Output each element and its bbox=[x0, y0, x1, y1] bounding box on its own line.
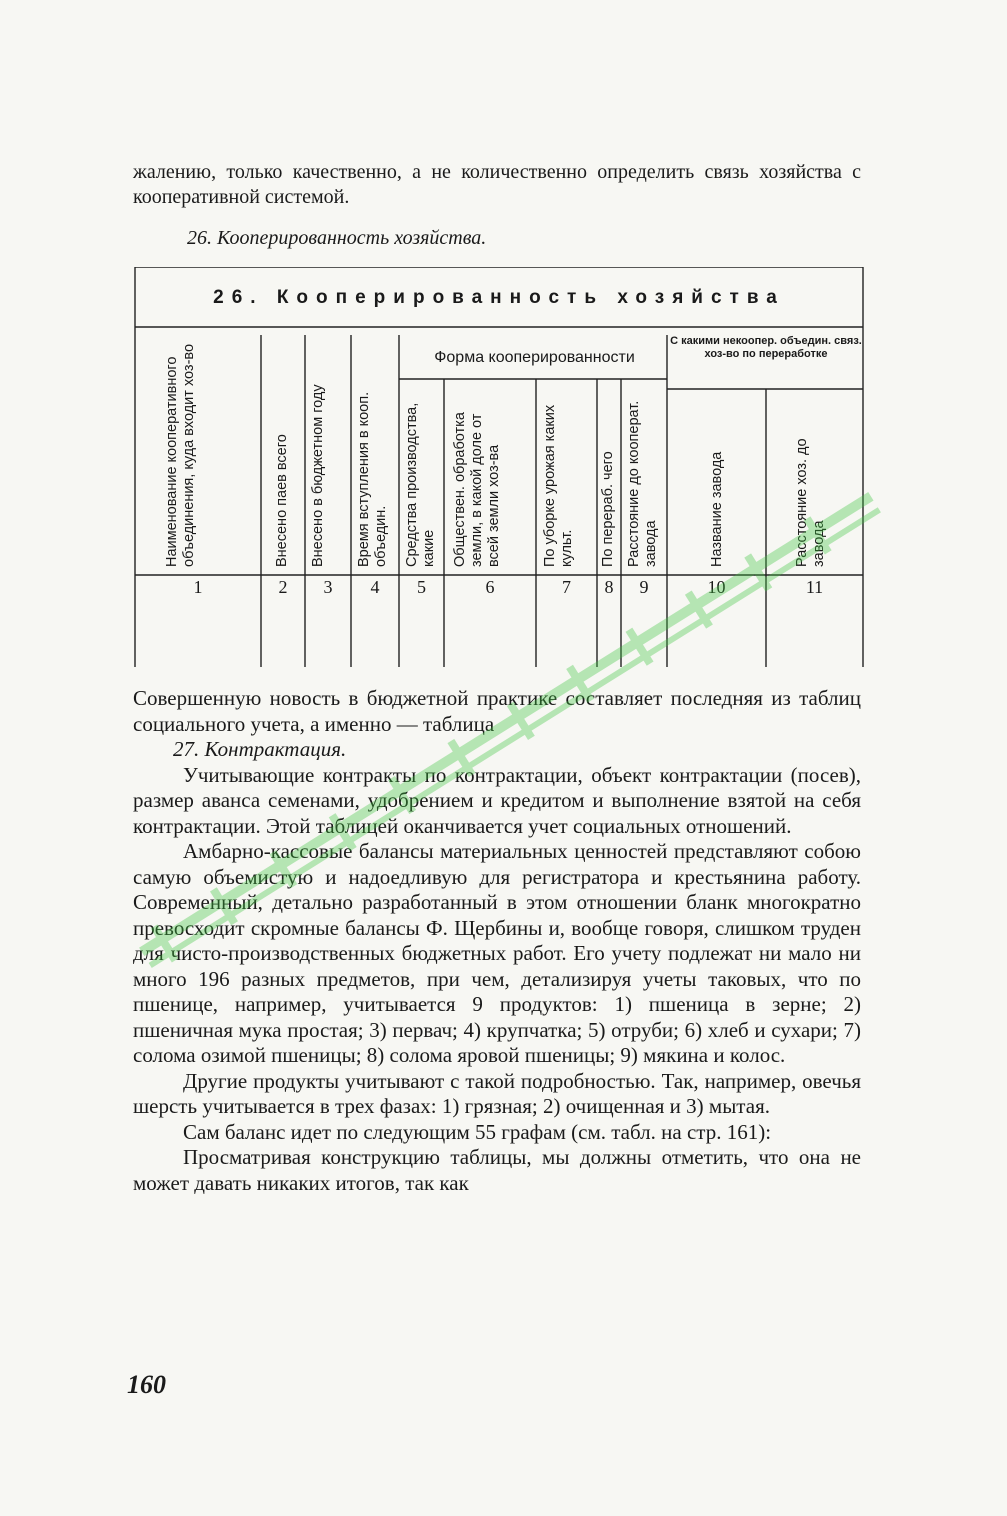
paragraph-2-heading: 27. Контрактация. bbox=[173, 737, 347, 761]
paragraph-6: Сам баланс идет по следующим 55 графам (см. табл. на стр. 161): bbox=[183, 1119, 772, 1144]
header-col-6: Обществен. обработка земли, в какой доле от всей земли хоз-ва bbox=[452, 412, 502, 567]
paragraph-3: Учитывающие контракты по контрактации, объект контрактации (посев), размер аванса семенами, удобрением и кредитом и выполнение взятой на себя контрактации. Этой таблицей оканчивается учет социальных отношений. bbox=[133, 762, 861, 838]
header-col-4: Время вступления в кооп. объедин. bbox=[356, 391, 389, 567]
paragraph-1: Совершенную новость в бюджетной практике составляет последняя из таблиц социального учета, а именно — таблица bbox=[133, 686, 861, 736]
col-number-2: 2 bbox=[278, 577, 288, 597]
group-plants-header: С какими некоопер. объедин. связ. хоз-во по переработке bbox=[670, 335, 862, 360]
header-col-7: По уборке урожая каких культ. bbox=[542, 404, 575, 567]
col-number-5: 5 bbox=[417, 577, 426, 597]
top-paragraph: жалению, только качественно, а не количественно определить связь хозяйства с кооперативной системой. bbox=[133, 161, 861, 208]
page-number: 160 bbox=[127, 1370, 166, 1399]
col-number-4: 4 bbox=[370, 577, 380, 597]
paragraph-4: Амбарно-кассовые балансы материальных ценностей представляют собою самую объемистую и надоедливую для регистратора и крестьянина работу. Современный, детально разработанный в этом отношении бланк многократно превосходит скромные балансы Ф. Щербины и, вообще говоря, слишком труден для чисто-производственных бюджетных работ. Его учету подлежат ни мало ни много 196 разных предметов, при чем, детализируя учеты таковых, что по пшенице, например, учитывается 9 продуктов: 1) пшеница в зерне; 2) пшеничная мука простая; 3) первач; 4) крупчатка; 5) отруби; 6) хлеб и сухари; 7) солома озимой пшеницы; 8) солома яровой пшеницы; 9) мякина и колос. bbox=[133, 839, 861, 1067]
header-col-3: Внесено в бюджетном году bbox=[310, 384, 326, 567]
header-col-2: Внесено паев всего bbox=[274, 434, 290, 567]
header-col-1: Наименование кооперативного объединения, куда входит хоз-во bbox=[164, 343, 197, 567]
header-col-8: По перераб. чего bbox=[600, 451, 616, 567]
header-col-5: Средства производства, какие bbox=[404, 402, 437, 567]
col-number-1: 1 bbox=[193, 577, 203, 597]
col-number-6: 6 bbox=[485, 577, 495, 597]
col-number-7: 7 bbox=[562, 577, 571, 597]
col-number-8: 8 bbox=[604, 577, 614, 597]
cooperation-table bbox=[134, 267, 864, 667]
header-col-9: Расстояние до кооперат. завода bbox=[626, 400, 659, 567]
col-number-3: 3 bbox=[323, 577, 333, 597]
table-title: 26. Кооперированность хозяйства bbox=[213, 287, 785, 308]
group-form-header: Форма кооперированности bbox=[434, 349, 635, 366]
header-col-10: Название завода bbox=[709, 451, 725, 567]
col-number-9: 9 bbox=[639, 577, 649, 597]
col-number-11: 11 bbox=[805, 577, 824, 597]
body-text bbox=[133, 686, 861, 1196]
col-number-10: 10 bbox=[707, 577, 726, 597]
table-caption: 26. Кооперированность хозяйства. bbox=[187, 227, 487, 249]
header-col-11: Расстояние хоз. до завода bbox=[794, 438, 827, 567]
paragraph-5: Другие продукты учитывают с такой подробностью. Так, например, овечья шерсть учитывается в трех фазах: 1) грязная; 2) очищенная и 3) мытая. bbox=[133, 1068, 861, 1118]
paragraph-7: Просматривая конструкцию таблицы, мы должны отметить, что она не может давать никаких итогов, так как bbox=[133, 1145, 861, 1195]
